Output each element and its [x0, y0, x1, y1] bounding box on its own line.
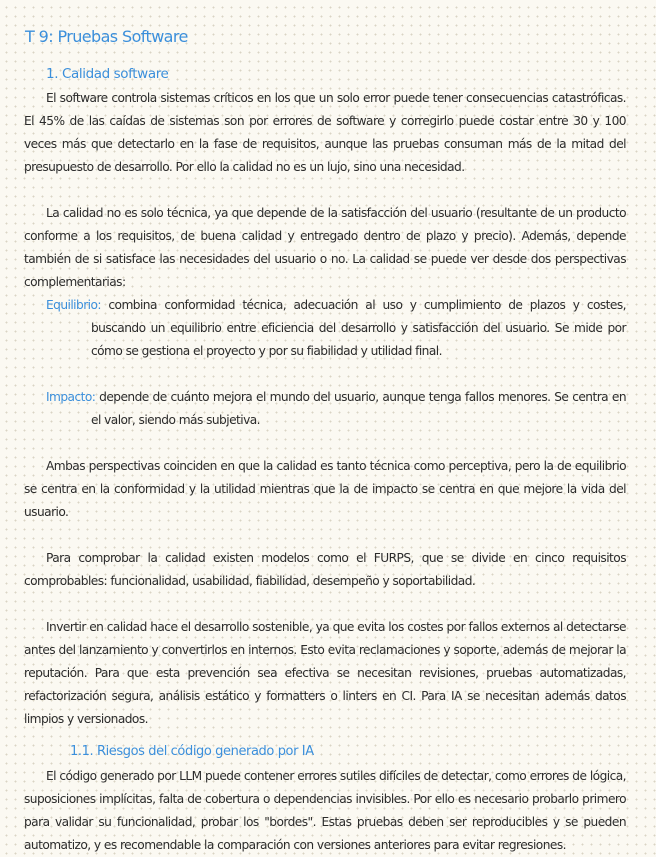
section-heading-calidad: 1. Calidad software — [46, 66, 169, 82]
spacer — [24, 593, 626, 616]
term-label-impacto: Impacto: — [46, 390, 96, 404]
spacer — [24, 179, 626, 202]
term-text-impacto: depende de cuánto mejora el mundo del usuario, aunque tenga fallos menores. Se centra en el valor, siendo más subjetiva. — [91, 390, 626, 427]
term-equilibrio — [24, 294, 626, 363]
spacer — [24, 731, 626, 743]
page-title: T 9: Pruebas Software — [25, 27, 188, 46]
spacer — [24, 432, 626, 455]
spacer — [24, 524, 626, 547]
spacer — [24, 363, 626, 386]
term-text-equilibrio: combina conformidad técnica, adecuación al uso y cumplimiento de plazos y costes, buscando un equilibrio entre eficiencia del desarrollo y satisfacción del usuario. Se mide por cómo se gestiona el proyecto y por su fiabilidad y utilidad final. — [91, 298, 626, 358]
term-label-equilibrio: Equilibrio: — [46, 298, 101, 312]
paragraph-investment: Invertir en calidad hace el desarrollo sostenible, ya que evita los costes por fallos externos al detectarse antes del lanzamiento y convertirlos en internos. Esto evita reclamaciones y soporte, además de mejorar la reputación. Para que esta prevención sea efectiva se necesitan revisiones, pruebas automatizadas, refactorización segura, análisis estático y formatters o linters en CI. Para IA se necesitan además datos limpios y versionados. — [24, 620, 626, 726]
section-heading-riesgos-ia: 1.1. Riesgos del código generado por IA — [70, 744, 314, 759]
paragraph-intro: El software controla sistemas críticos en los que un solo error puede tener consecuencias catastróficas. El 45% de las caídas de sistemas son por errores de software y corregirlo puede costar entre 30 y 100 veces más que detectarlo en la fase de requisitos, aunque las pruebas consuman más de la mitad del presupuesto de desarrollo. Por ello la calidad no es un lujo, sino una necesidad. — [24, 91, 626, 174]
paragraph-quality-definition: La calidad no es solo técnica, ya que depende de la satisfacción del usuario (resultante de un producto conforme a los requisitos, de buena calidad y entregado dentro de plazo y precio). Además, depende también de si satisface las necesidades del usuario o no. La calidad se puede ver desde dos perspectivas complementarias: — [24, 206, 626, 289]
paragraph-ai-risks: El código generado por LLM puede contener errores sutiles difíciles de detectar, como errores de lógica, suposiciones implícitas, falta de cobertura o dependencias invisibles. Por ello es necesario probarlo primero para validar su funcionalidad, probar los "bordes". Estas pruebas deben ser reproducibles y se pueden automatizo, y es recomendable la comparación con versiones anteriores para evitar regresiones. — [24, 769, 626, 852]
paragraph-furps: Para comprobar la calidad existen modelos como el FURPS, que se divide en cinco requisitos comprobables: funcionalidad, usabilidad, fiabilidad, desempeño y soportabilidad. — [24, 551, 626, 588]
term-impacto — [24, 386, 626, 432]
paragraph-perspectives: Ambas perspectivas coinciden en que la calidad es tanto técnica como perceptiva, pero la de equilibrio se centra en la conformidad y la utilidad mientras que la de impacto se centra en que mejore la vida del usuario. — [24, 459, 626, 519]
